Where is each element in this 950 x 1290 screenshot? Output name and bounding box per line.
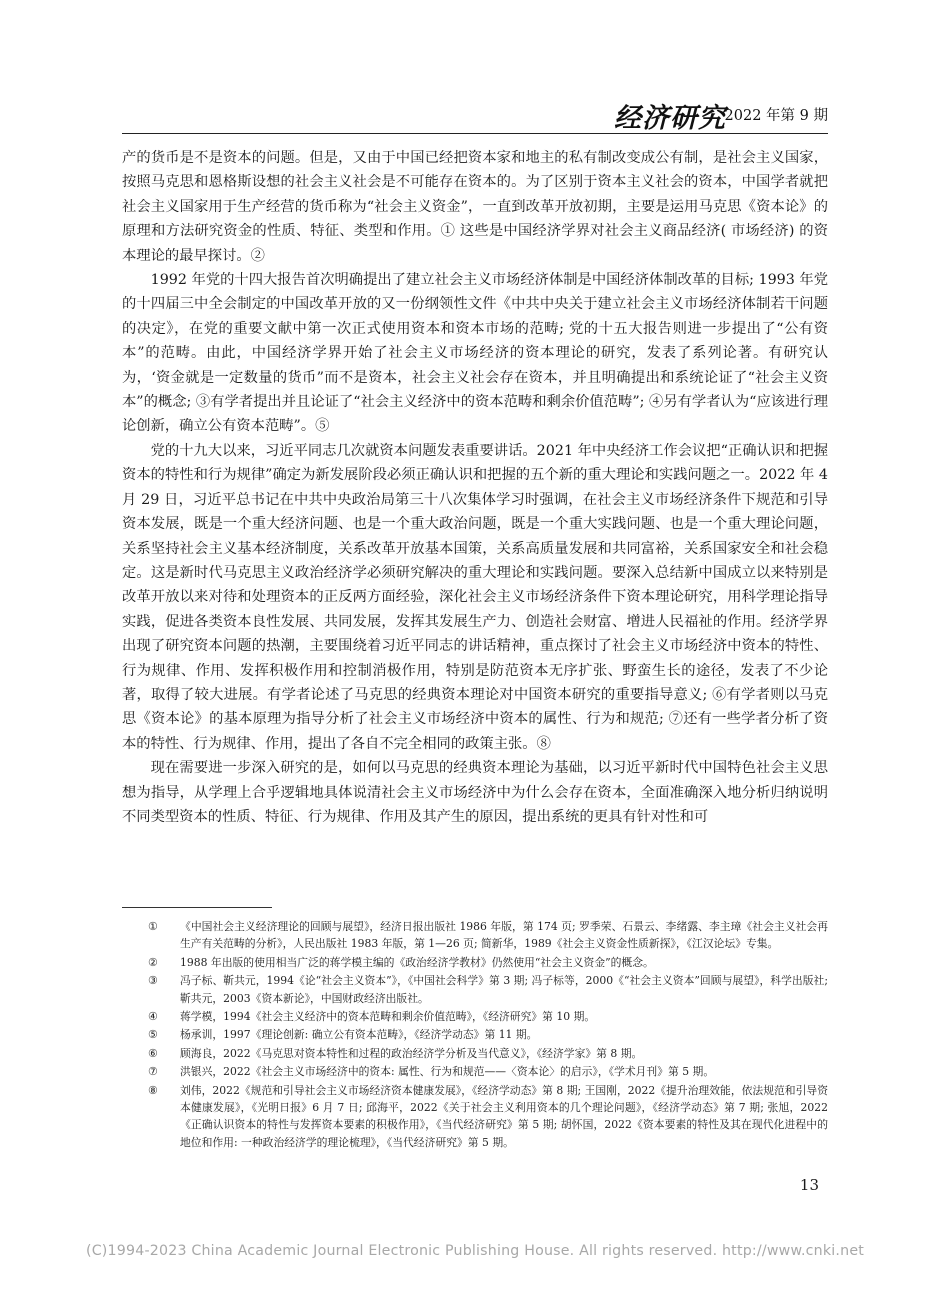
footnote <box>148 1082 828 1152</box>
footnote-text: 蒋学模，1994《社会主义经济中的资本范畴和剩余价值范畴》，《经济研究》第 10 期。 <box>180 1010 596 1024</box>
footnote-rule <box>122 907 272 908</box>
footnote-number: ④ <box>148 1010 158 1024</box>
issue-label: 2022 年第 9 期 <box>724 108 828 124</box>
footnote <box>148 1026 828 1043</box>
footnote-text: 冯子标、靳共元，1994《论“社会主义资本”》，《中国社会科学》第 3 期; 冯子标等，2000《“社会主义资本”回顾与展望》，科学出版社; 靳共元，2003《资本新论》，中国财政经济出版社。 <box>180 974 828 1005</box>
footnote-number: ② <box>148 955 158 969</box>
footnote-text: 1988 年出版的使用相当广泛的蒋学模主编的《政治经济学教材》仍然使用“社会主义资金”的概念。 <box>180 955 654 969</box>
footnotes <box>148 918 828 1152</box>
footnote-text: 顾海良，2022《马克思对资本特性和过程的政治经济学分析及当代意义》，《经济学家》第 8 期。 <box>180 1046 643 1060</box>
page-number: 13 <box>799 1176 819 1194</box>
footnote-text: 刘伟，2022《规范和引导社会主义市场经济资本健康发展》，《经济学动态》第 8 期; 王国刚，2022《提升治理效能，依法规范和引导资本健康发展》，《光明日报》6 月 7 日; 邱海平，2022《关于社会主义利用资本的几个理论问题》，《经济学动态》第 7 期; 张旭，2022《正确认识资本的特性与发挥资本要素的积极作用》，《当代经济研究》第 5 期; 胡怀国，2022《资本要素的特性及其在现代化进程中的地位和作用: 一种政治经济学的理论梳理》，《当代经济研究》第 5 期。 <box>180 1083 828 1149</box>
footnote-text: 杨承训，1997《理论创新: 确立公有资本范畴》，《经济学动态》第 11 期。 <box>180 1028 538 1042</box>
footnote-number: ⑦ <box>148 1065 158 1079</box>
running-header <box>122 96 828 132</box>
footnote <box>148 972 828 1007</box>
paragraph: 产的货币是不是资本的问题。但是，又由于中国已经把资本家和地主的私有制改变成公有制，是社会主义国家，按照马克思和恩格斯设想的社会主义社会是不可能存在资本的。为了区别于资本主义社会的资本，中国学者就把社会主义国家用于生产经营的货币称为“社会主义资金”，一直到改革开放初期，主要是运用马克思《资本论》的原理和方法研究资金的性质、特征、类型和作用。① 这些是中国经济学界对社会主义商品经济( 市场经济) 的资本理论的最早探讨。② <box>122 150 828 264</box>
footnote <box>148 918 828 953</box>
paragraph: 1992 年党的十四大报告首次明确提出了建立社会主义市场经济体制是中国经济体制改革的目标; 1993 年党的十四届三中全会制定的中国改革开放的又一份纲领性文件《中共中央关于建立社会主义市场经济体制若干问题的决定》，在党的重要文献中第一次正式使用资本和资本市场的范畴; 党的十五大报告则进一步提出了“公有资本”的范畴。由此，中国经济学界开始了社会主义市场经济的资本理论的研究，发表了系列论著。有研究认为，‘资金就是一定数量的货币”而不是资本，社会主义社会存在资本，并且明确提出和系统论证了“社会主义资本”的概念; ③有学者提出并且论证了“社会主义经济中的资本范畴和剩余价值范畴”; ④另有学者认为“应该进行理论创新，确立公有资本范畴”。⑤ <box>122 272 828 435</box>
footnote-number: ⑧ <box>148 1083 158 1097</box>
journal-logo: 经济研究 <box>614 103 726 134</box>
header-rule <box>122 133 828 134</box>
footnote <box>148 1045 828 1062</box>
copyright-watermark: (C)1994-2023 China Academic Journal Electronic Publishing House. All rights reserved. http://www.cnki.net <box>85 1243 865 1259</box>
article-body <box>122 146 828 829</box>
footnote <box>148 954 828 971</box>
footnote-number: ⑥ <box>148 1046 158 1060</box>
footnote-text: 洪银兴，2022《社会主义市场经济中的资本: 属性、行为和规范——〈资本论〉的启示》，《学术月刊》第 5 期。 <box>180 1065 715 1079</box>
paragraph: 党的十九大以来，习近平同志几次就资本问题发表重要讲话。2021 年中央经济工作会议把“正确认识和把握资本的特性和行为规律”确定为新发展阶段必须正确认识和把握的五个新的重大理论和实践问题之一。2022 年 4 月 29 日，习近平总书记在中共中央政治局第三十八次集体学习时强调，在社会主义市场经济条件下规范和引导资本发展，既是一个重大经济问题、也是一个重大政治问题，既是一个重大实践问题、也是一个重大理论问题，关系坚持社会主义基本经济制度，关系改革开放基本国策，关系高质量发展和共同富裕，关系国家安全和社会稳定。这是新时代马克思主义政治经济学必须研究解决的重大理论和实践问题。要深入总结新中国成立以来特别是改革开放以来对待和处理资本的正反两方面经验，深化社会主义市场经济条件下资本理论研究，用科学理论指导实践，促进各类资本良性发展、共同发展，发挥其发展生产力、创造社会财富、增进人民福祉的作用。经济学界出现了研究资本问题的热潮，主要围绕着习近平同志的讲话精神，重点探讨了社会主义市场经济中资本的特性、行为规律、作用、发挥积极作用和控制消极作用，特别是防范资本无序扩张、野蛮生长的途径，发表了不少论著，取得了较大进展。有学者论述了马克思的经典资本理论对中国资本研究的重要指导意义; ⑥有学者则以马克思《资本论》的基本原理为指导分析了社会主义市场经济中资本的属性、行为和规范; ⑦还有一些学者分析了资本的特性、行为规律、作用，提出了各自不完全相同的政策主张。⑧ <box>122 442 828 752</box>
footnote-text: 《中国社会主义经济理论的回顾与展望》，经济日报出版社 1986 年版，第 174 页; 罗季荣、石景云、李绪露、李主璋《社会主义社会再生产有关范畴的分析》，人民出版社 1983 年版，第 1—26 页; 简新华，1989《社会主义资金性质新探》，《江汉论坛》专集。 <box>180 920 828 951</box>
footnote-number: ⑤ <box>148 1028 158 1042</box>
footnote <box>148 1063 828 1080</box>
footnote-number: ① <box>148 920 158 933</box>
footnote-number: ③ <box>148 974 158 988</box>
footnote <box>148 1008 828 1025</box>
paragraph: 现在需要进一步深入研究的是，如何以马克思的经典资本理论为基础，以习近平新时代中国特色社会主义思想为指导，从学理上合乎逻辑地具体说清社会主义市场经济中为什么会存在资本，全面准确深入地分析归纳说明不同类型资本的性质、特征、行为规律、作用及其产生的原因，提出系统的更具有针对性和可 <box>122 760 828 825</box>
